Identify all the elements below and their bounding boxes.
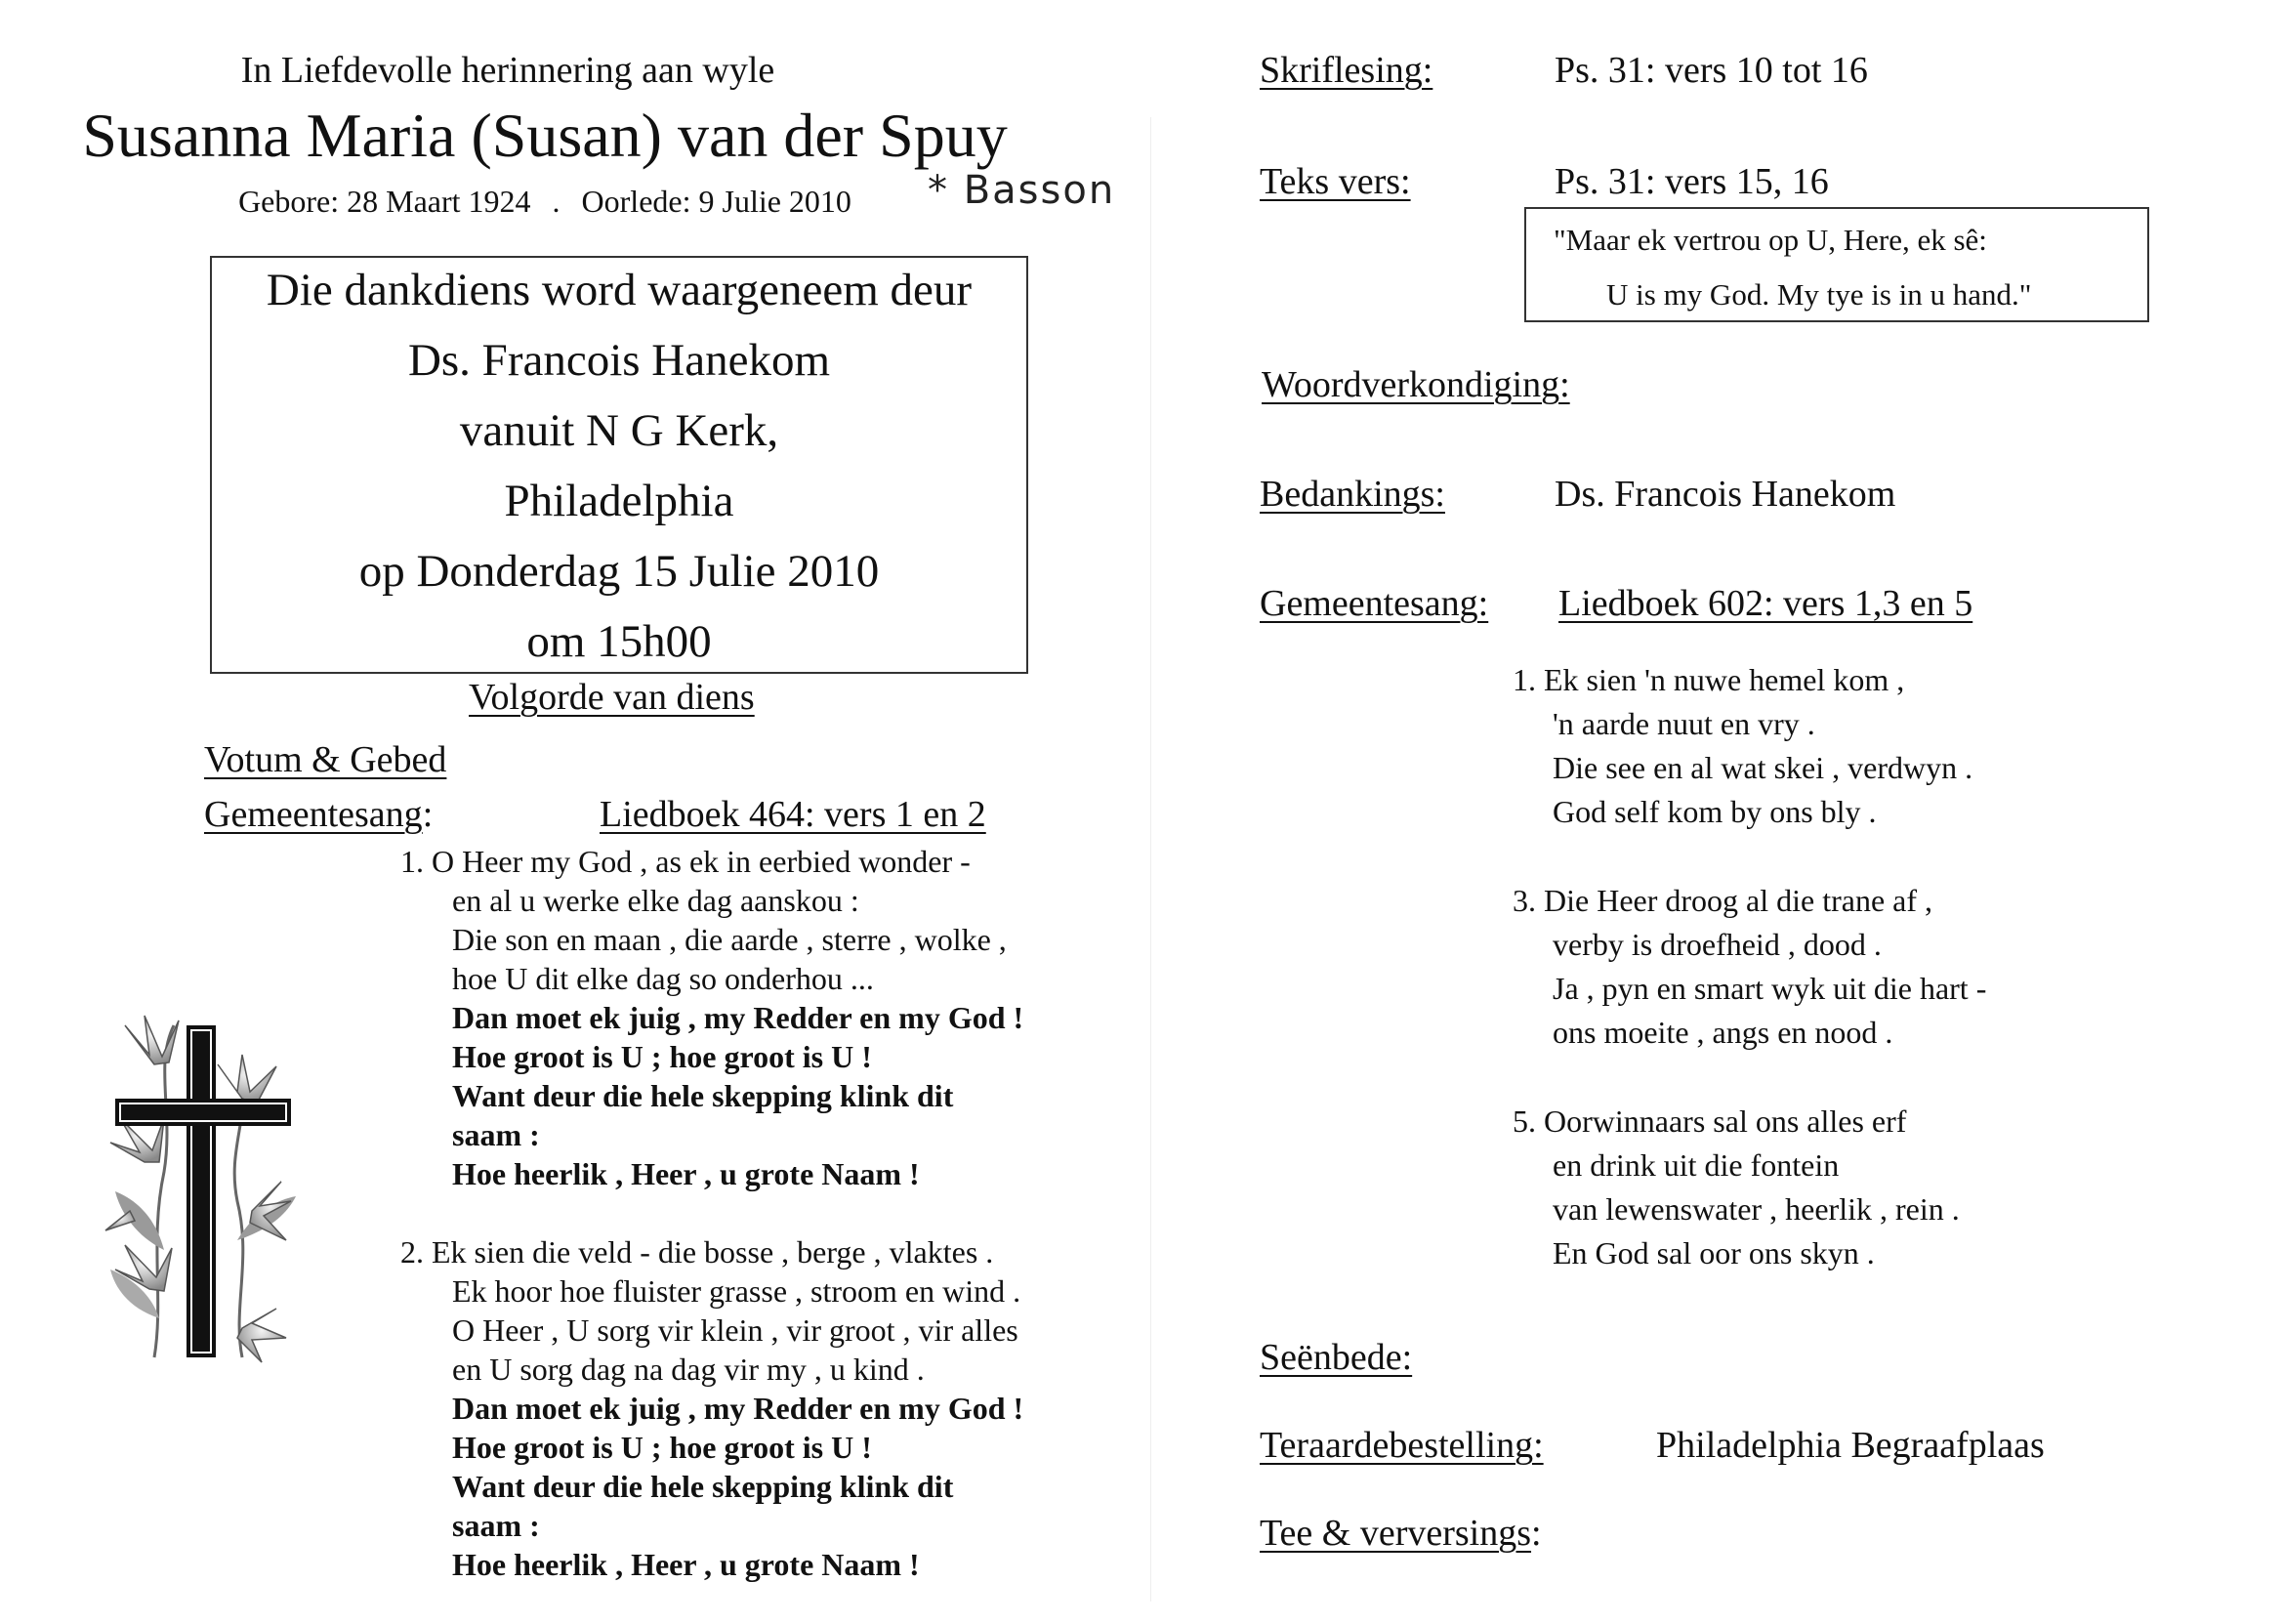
service-line: Die dankdiens word waargeneem deur xyxy=(266,265,973,315)
date-separator: . xyxy=(552,184,560,219)
memorial-intro: In Liefdevolle herinnering aan wyle xyxy=(240,50,775,91)
hymn-verse-5 xyxy=(1513,1100,1960,1275)
hymn-heading xyxy=(204,793,433,836)
hymn-label: Gemeentesang xyxy=(204,794,423,835)
handwritten-maiden-name: * Basson xyxy=(928,168,1116,213)
thanks-label: Bedankings: xyxy=(1260,474,1445,515)
verse-line: en U sorg dag na dag vir my , u kind . xyxy=(452,1352,925,1387)
verse-line: Hoe groot is U ; hoe groot is U ! xyxy=(452,1430,872,1465)
refreshments-colon: : xyxy=(1531,1513,1542,1554)
verse-line: ons moeite , angs en nood . xyxy=(1553,1015,1893,1050)
verse-line: van lewenswater , heerlik , rein . xyxy=(1553,1191,1960,1227)
scripture-quote-box xyxy=(1524,207,2149,322)
service-line: vanuit N G Kerk, xyxy=(459,405,779,456)
verse-line: Hoe groot is U ; hoe groot is U ! xyxy=(452,1039,872,1074)
verse-line: verby is droefheid , dood . xyxy=(1553,927,1882,962)
verse-line: 3. Die Heer droog al die trane af , xyxy=(1513,883,1933,918)
reading-label: Skriflesing: xyxy=(1260,50,1433,91)
verse-line: Ek hoor hoe fluister grasse , stroom en wind . xyxy=(452,1273,1021,1309)
hymn-reference: Liedboek 602: vers 1,3 en 5 xyxy=(1558,583,1973,624)
refreshments-heading xyxy=(1260,1512,1542,1555)
sermon-label: Woordverkondiging: xyxy=(1262,364,1570,405)
quote-line: "Maar ek vertrou op U, Here, ek sê: xyxy=(1554,223,1987,257)
text-verse-label: Teks vers: xyxy=(1260,161,1411,202)
hymn-reference: Liedboek 464: vers 1 en 2 xyxy=(600,794,986,835)
verse-line: Die son en maan , die aarde , sterre , wolke , xyxy=(452,922,1007,957)
service-line: op Donderdag 15 Julie 2010 xyxy=(358,546,880,597)
service-line: om 15h00 xyxy=(526,616,712,667)
verse-line: 1. O Heer my God , as ek in eerbied wonder - xyxy=(400,844,971,879)
verse-line: saam : xyxy=(452,1508,540,1543)
text-verse-value: Ps. 31: vers 15, 16 xyxy=(1555,161,1829,202)
verse-line: Ja , pyn en smart wyk uit die hart - xyxy=(1553,971,1987,1006)
burial-value: Philadelphia Begraafplaas xyxy=(1656,1425,2045,1466)
verse-line: en al u werke elke dag aanskou : xyxy=(452,883,859,918)
verse-line: en drink uit die fontein xyxy=(1553,1147,1840,1183)
verse-line: Hoe heerlik , Heer , u grote Naam ! xyxy=(452,1547,920,1582)
birth-date: Gebore: 28 Maart 1924 xyxy=(238,184,531,219)
burial-label: Teraardebestelling: xyxy=(1260,1425,1544,1466)
verse-line: 1. Ek sien 'n nuwe hemel kom , xyxy=(1513,662,1905,697)
verse-line: Want deur die hele skepping klink dit xyxy=(452,1078,954,1113)
hymn-colon: : xyxy=(422,794,434,835)
verse-line: 2. Ek sien die veld - die bosse , berge , vlaktes . xyxy=(400,1234,994,1270)
service-line: Philadelphia xyxy=(504,476,734,526)
verse-line: saam : xyxy=(452,1117,540,1152)
reading-value: Ps. 31: vers 10 tot 16 xyxy=(1555,50,1868,91)
fold-line xyxy=(1150,117,1151,1602)
service-details-box xyxy=(210,256,1028,674)
service-line: Ds. Francois Hanekom xyxy=(407,335,831,386)
order-of-service-title: Volgorde van diens xyxy=(469,677,755,718)
deceased-name: Susanna Maria (Susan) van der Spuy xyxy=(82,101,1008,170)
hymn-verse-1 xyxy=(400,842,1023,1193)
hymn-verse-1 xyxy=(1513,658,1972,834)
refreshments-label: Tee & verversings xyxy=(1260,1513,1532,1554)
verse-line: 'n aarde nuut en vry . xyxy=(1553,706,1815,741)
verse-line: Die see en al wat skei , verdwyn . xyxy=(1553,750,1973,785)
verse-line: Want deur die hele skepping klink dit xyxy=(452,1469,954,1504)
verse-line: Dan moet ek juig , my Redder en my God ! xyxy=(452,1391,1024,1426)
verse-line: O Heer , U sorg vir klein , vir groot , vir alles xyxy=(452,1312,1018,1348)
hymn-verse-2 xyxy=(400,1232,1023,1584)
verse-line: En God sal oor ons skyn . xyxy=(1553,1235,1875,1270)
quote-line: U is my God. My tye is in u hand." xyxy=(1606,277,2032,312)
cross-lilies-icon xyxy=(96,1006,311,1372)
verse-line: 5. Oorwinnaars sal ons alles erf xyxy=(1513,1103,1907,1139)
verse-line: Hoe heerlik , Heer , u grote Naam ! xyxy=(452,1156,920,1191)
verse-line: Dan moet ek juig , my Redder en my God ! xyxy=(452,1000,1024,1035)
dates-line xyxy=(0,184,1090,220)
death-date: Oorlede: 9 Julie 2010 xyxy=(581,184,851,219)
verse-line: God self kom by ons bly . xyxy=(1553,794,1877,829)
blessing-label: Seënbede: xyxy=(1260,1337,1413,1378)
thanks-value: Ds. Francois Hanekom xyxy=(1555,474,1896,515)
hymn-label: Gemeentesang: xyxy=(1260,583,1489,624)
votum-heading: Votum & Gebed xyxy=(204,739,447,780)
verse-line: hoe U dit elke dag so onderhou ... xyxy=(452,961,874,996)
hymn-verse-3 xyxy=(1513,879,1986,1055)
